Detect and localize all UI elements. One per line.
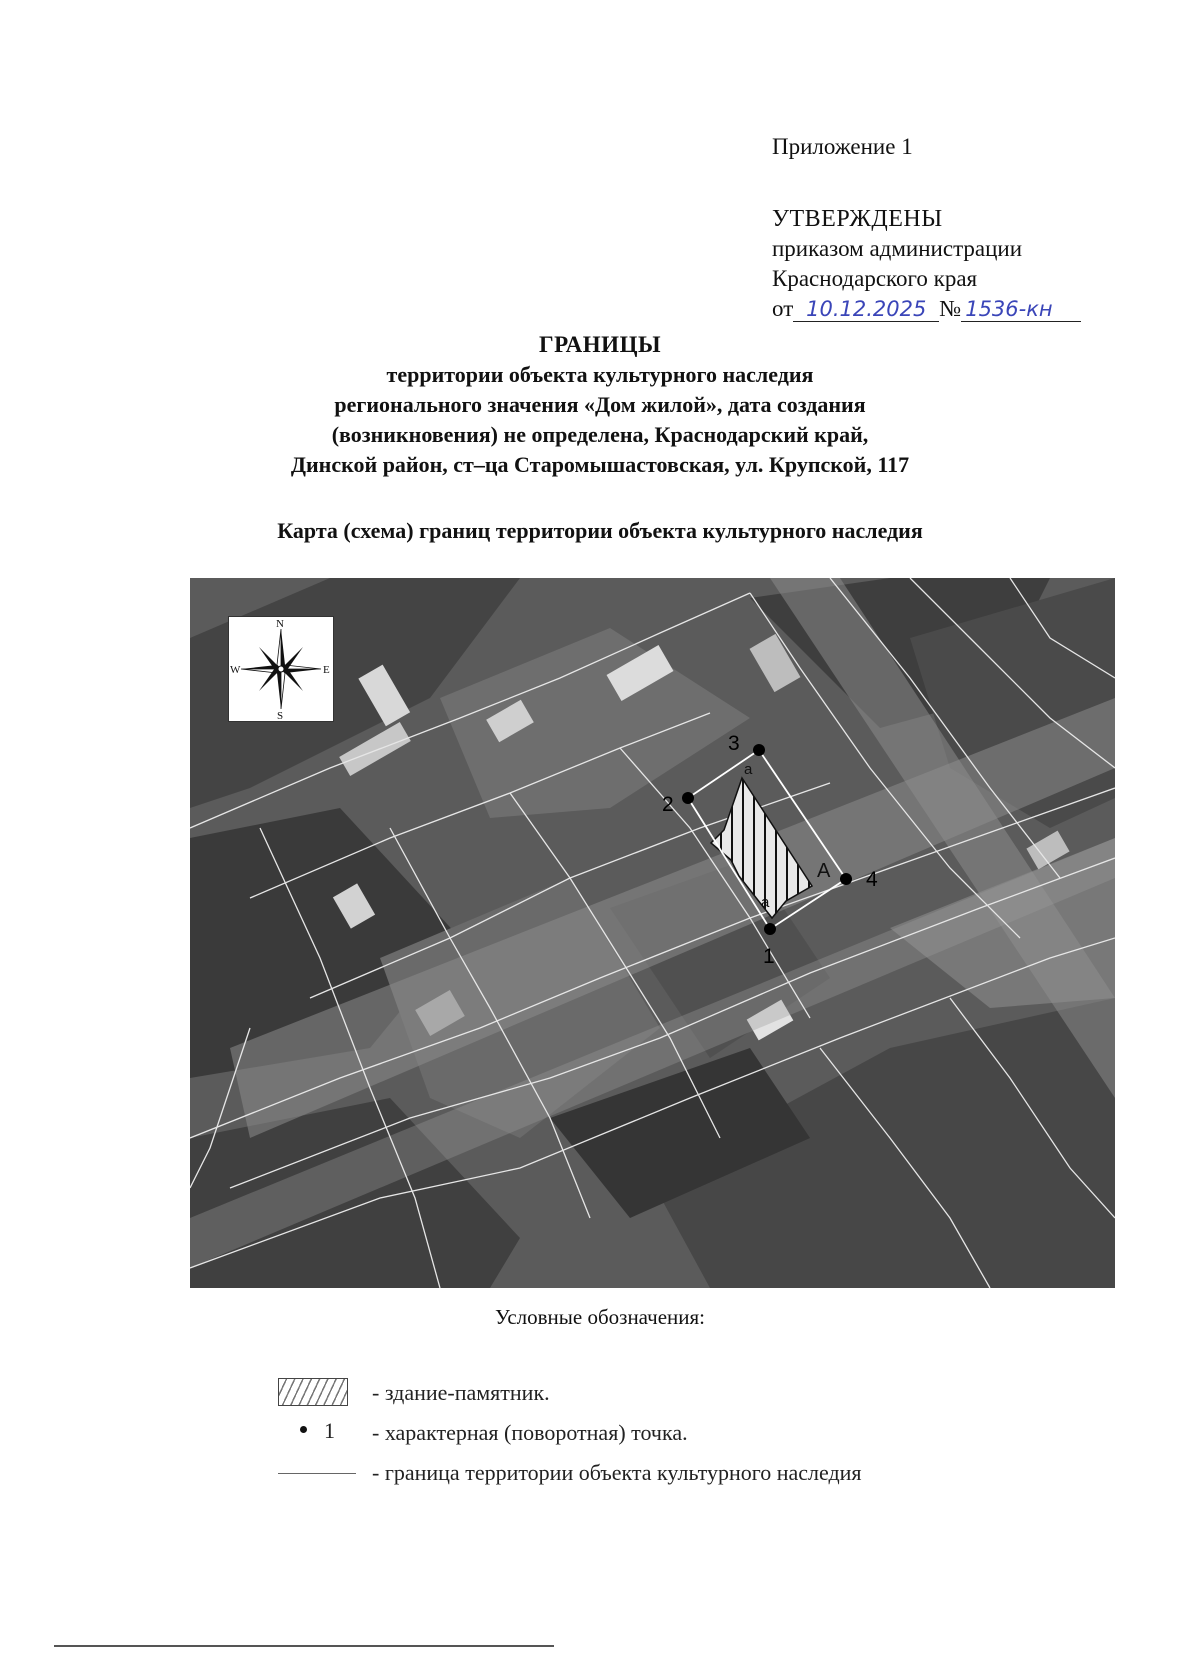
title-line-3: (возникновения) не определена, Краснодарский край, (331, 422, 869, 447)
legend-title: Условные обозначения: (494, 1305, 706, 1329)
building-marker: A (817, 860, 831, 882)
legend-point-text: - характерная (поворотная) точка. (372, 1420, 688, 1445)
compass-e: E (323, 664, 330, 676)
satellite-map (190, 578, 1115, 1288)
handwritten-number: 1536-кн (961, 297, 1081, 322)
side-marker-bottom: a (761, 894, 770, 911)
legend-boundary-text: - граница территории объекта культурного наследия (372, 1460, 862, 1485)
hatch-swatch-icon (278, 1378, 348, 1406)
point-1-label: 1 (763, 945, 775, 968)
point-dot-icon (300, 1426, 307, 1433)
approval-line-1: приказом администрации (772, 236, 1023, 261)
number-prefix: № (939, 296, 962, 321)
title-line-2: регионального значения «Дом жилой», дата создания (334, 392, 866, 417)
approval-line-2: Краснодарского края (772, 266, 978, 291)
compass-star-icon (229, 617, 333, 721)
point-3-label: 3 (728, 732, 740, 755)
side-marker-top: a (744, 761, 753, 778)
handwritten-date: 10.12.2025 (793, 297, 939, 322)
approval-block (772, 204, 1081, 324)
from-prefix: от (772, 296, 794, 321)
point-1 (763, 923, 776, 968)
compass-w: W (230, 664, 241, 676)
legend-point-number: 1 (324, 1418, 335, 1443)
compass-s: S (277, 710, 284, 721)
document-title (150, 330, 1050, 480)
title-line-1: территории объекта культурного наследия (386, 362, 814, 387)
approved-word: УТВЕРЖДЕНЫ (772, 206, 943, 232)
legend-building-text: - здание-памятник. (372, 1380, 550, 1405)
compass-rose (228, 616, 334, 722)
approval-date-line (772, 294, 1081, 324)
point-4-label: 4 (866, 868, 878, 891)
point-2-label: 2 (662, 793, 674, 816)
map-caption: Карта (схема) границ территории объекта культурного наследия (277, 518, 923, 543)
boundary-line-icon (278, 1473, 356, 1474)
bottom-rule (54, 1645, 554, 1647)
compass-n: N (276, 618, 284, 630)
appendix-label: Приложение 1 (772, 134, 913, 159)
title-line-4: Динской район, ст–ца Старомышастовская, ул. Крупской, 117 (290, 452, 910, 477)
title-main: ГРАНИЦЫ (538, 332, 662, 357)
